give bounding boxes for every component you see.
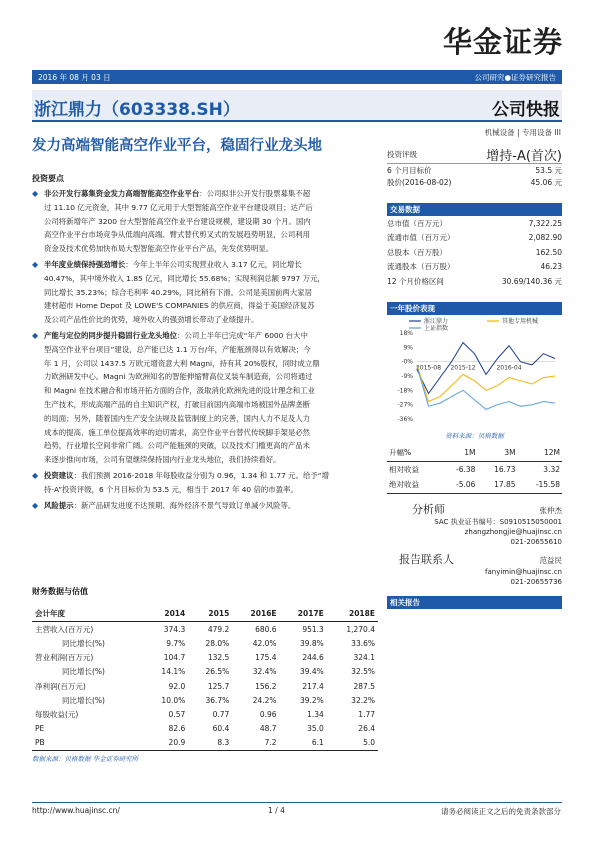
trading-value: 46.23 [540, 262, 562, 272]
fin-cell: 同比增长(%) [62, 638, 105, 648]
summary-section [32, 173, 378, 512]
bullet-line [44, 384, 378, 398]
fin-block [32, 586, 378, 763]
bullet-text: 公司将新增年产 3200 台大型智能高空作业平台建设规模，建设期 30 个月。国内 [44, 216, 311, 226]
bullet-item [32, 469, 378, 497]
bullet-line [44, 215, 378, 229]
fin-cell: 42.0% [252, 638, 277, 648]
fin-cell: 5.0 [327, 736, 378, 750]
trading-key: 流通股本（百万股） [387, 262, 455, 272]
trading-value: 7,322.25 [528, 218, 562, 228]
y-tick-label: -9% [401, 373, 413, 380]
rating-label: 投资评级 [387, 150, 417, 159]
analyst-phone: 021-20655610 [510, 538, 562, 546]
trading-value: 162.50 [535, 247, 562, 257]
fin-row [32, 650, 378, 664]
y-tick-label: 18% [399, 330, 413, 337]
stock-row [32, 90, 562, 122]
perf-cell: 3.32 [543, 464, 560, 474]
bullet-text: 及公司产品性价比的优势，境外收入的强劲增长带动了业绩提升。 [44, 315, 259, 325]
analyst-block [387, 501, 562, 587]
legend-label: 浙江鼎力 [424, 318, 449, 325]
fin-cell: 28.0% [205, 638, 230, 648]
bullet-text: 持-A”投资评级，6 个月目标价为 53.5 元，相当于 2017 年 40 倍的市盈率。 [44, 484, 298, 494]
bullet-line [44, 370, 378, 384]
bullet-title: 半年度业绩保持强劲增长 [44, 259, 126, 269]
bullet-text: 40.47%，其中境外收入 1.85 亿元，同比增长 55.68%；实现利润总额 9797 万元， [44, 273, 325, 283]
fin-cell: 35.0 [307, 724, 324, 734]
x-tick-label: 2015-12 [450, 364, 476, 372]
fin-cell: 1,270.4 [346, 624, 375, 634]
bullet-line [44, 412, 378, 426]
fin-cell: 104.7 [163, 652, 186, 662]
fin-source: 数据来源：贝格数据 华金证券研究所 [32, 754, 139, 763]
perf-cell: -15.58 [518, 477, 562, 493]
fin-row [32, 707, 378, 721]
bullet-text: 的局面；另外，随着国内生产安全法规及监管制度上的完善，国内人力不足及人力 [44, 413, 311, 423]
fin-row [32, 665, 378, 679]
contact-label: 报告联系人 [399, 553, 454, 566]
fin-cell: 7.2 [232, 736, 279, 750]
trading-rows [387, 216, 562, 289]
bullet-title: 非公开发行募集资金发力高端智能高空作业平台 [44, 189, 200, 198]
bullet-text: 型高空作业平台项目”建设，总产能已达 1.1 万台/年，产能瓶颈得以有效解决；今 [44, 344, 311, 354]
fin-header-cell: 2015 [188, 606, 232, 622]
legend-label: 上证指数 [424, 325, 449, 332]
y-tick-label: -36% [397, 416, 413, 423]
fin-header-cell: 2018E [327, 606, 378, 622]
fin-cell: 0.77 [212, 710, 230, 720]
headline: 发力高端智能高空作业平台，稳固行业龙头地 [32, 138, 322, 154]
bullet-line [44, 329, 378, 343]
bullet-line [44, 228, 378, 242]
fin-cell: PE [35, 724, 45, 734]
bullet-line [44, 201, 378, 215]
bullet-line [44, 398, 378, 412]
fin-cell: 175.4 [255, 652, 277, 662]
trading-title: 交易数据 [387, 203, 562, 216]
bullet-text: ：公司上半年已完成“年产 6000 台大中 [177, 330, 308, 340]
perf-cell: 17.85 [477, 477, 517, 493]
y-tick-label: -27% [397, 401, 413, 409]
trading-block [387, 203, 562, 289]
perf-table-block [387, 445, 562, 494]
analyst-email: zhangzhongjie@huajinsc.cn [464, 528, 562, 536]
trading-key: 总股本（百万股） [387, 247, 447, 257]
bullet-title: 风险提示 [44, 500, 74, 510]
fin-cell: 8.3 [188, 736, 232, 750]
trading-row [387, 231, 562, 246]
target-row [387, 164, 562, 176]
fin-row [32, 636, 378, 650]
fin-cell: 净利润(百万元) [35, 681, 86, 691]
analyst-name: 张仲杰 [539, 506, 562, 515]
bullet-line [44, 286, 378, 300]
perf-row [387, 477, 562, 493]
bullet-line [44, 469, 378, 483]
related-title: 相关报告 [387, 596, 562, 609]
fin-cell: 1.34 [307, 710, 324, 720]
bullet-text: 同比增长 35.23%；综合毛利率 40.29%，同比稍有下滑。公司是美国前两大家居 [44, 287, 312, 297]
bullet-diamond-icon: ◆ [32, 500, 39, 510]
fin-cell: 680.6 [255, 624, 277, 634]
legend-label: 其他专用机械 [502, 318, 539, 325]
fin-cell: 33.6% [351, 638, 375, 648]
analyst1-row [387, 501, 562, 517]
contact-name: 范益民 [539, 556, 562, 565]
bullet-item [32, 329, 378, 467]
bullet-item [32, 258, 378, 327]
fin-cell: 39.8% [299, 638, 324, 648]
perf-source: 资料来源：贝格数据 [445, 432, 504, 440]
bullet-text: 过 11.10 亿元资金，其中 9.77 亿元用于大型智能高空作业平台建设项目；达产后 [44, 202, 313, 212]
analyst-cert: SAC 执业证书编号：S0910515050001 [434, 518, 562, 526]
perf-cell: -6.38 [456, 464, 476, 474]
fin-cell: 32.4% [252, 667, 277, 677]
fin-header-cell: 2014 [144, 606, 188, 622]
perf-chart [387, 315, 562, 427]
bullet-text: 资金及技术优势加快布局大型智能高空作业平台产品，先发优势明显。 [44, 244, 274, 254]
fin-cell: 244.6 [302, 652, 324, 662]
analyst-label: 分析师 [412, 503, 445, 516]
fin-cell: 92.0 [168, 681, 186, 691]
contact-phone: 021-20655736 [510, 578, 562, 586]
perf-cell: -5.06 [441, 477, 478, 493]
y-tick-label: 9% [403, 344, 413, 352]
rating-value: 增持-A(首次) [486, 149, 562, 164]
brand-logo: 华金证券 [442, 25, 563, 59]
fin-header-cell: 2017E [280, 606, 327, 622]
fin-cell: 26.4 [358, 724, 375, 734]
bullet-diamond-icon: ◆ [32, 330, 39, 340]
fin-row [32, 693, 378, 707]
fin-cell: 6.1 [280, 736, 327, 750]
fin-cell: 9.7% [166, 638, 186, 648]
trading-key: 流通市值（百万元） [387, 233, 455, 243]
bullet-item [32, 499, 378, 513]
bullet-item [32, 187, 378, 256]
perf-cell: 相对收益 [389, 464, 419, 474]
report-date: 2016 年 08 月 03 日 [38, 73, 111, 82]
perf-header-cell: 1M [441, 445, 478, 461]
fin-cell: 82.6 [168, 724, 186, 734]
fin-cell: 60.4 [212, 724, 230, 734]
bullet-text: ：新产品研发进度不达预期、海外经济不景气导致订单减少风险等。 [73, 500, 296, 510]
fin-cell: 32.2% [351, 695, 375, 705]
bullet-line [44, 313, 378, 327]
fin-cell: 132.5 [207, 652, 230, 662]
rating-row [387, 146, 562, 164]
fin-header-cell: 会计年度 [32, 606, 144, 622]
fin-cell: 48.7 [259, 724, 277, 734]
fin-row [32, 722, 378, 736]
price-value: 45.06 元 [530, 177, 562, 187]
fin-cell: 39.2% [299, 695, 324, 705]
perf-cell: 绝对收益 [387, 477, 441, 493]
bullet-line [44, 439, 378, 453]
trading-row [387, 216, 562, 231]
fin-cell: 36.7% [205, 695, 230, 705]
fin-cell: 同比增长(%) [62, 667, 105, 677]
bullet-line [44, 357, 378, 371]
bullet-text: 建材超市 Home Depot 及 LOWE'S COMPANIES 的供应商，得益于美国经济复苏 [44, 301, 315, 311]
footer-url[interactable]: http://www.huajinsc.cn/ [32, 806, 120, 815]
fin-table [32, 606, 378, 751]
fin-row [32, 622, 378, 637]
top-bar [32, 70, 562, 84]
bullet-text: 高空作业平台市场竞争从低端向高端、臂式替代剪叉式的发展趋势明显，公司利用 [44, 230, 311, 240]
bullet-line [44, 299, 378, 313]
perf-title: 一年股价表现 [387, 302, 562, 315]
bullet-text: ：今年上半年公司实现营业收入 3.17 亿元，同比增长 [125, 259, 302, 269]
fin-cell: 10.0% [161, 695, 186, 705]
perf-block [387, 302, 562, 440]
trading-value: 30.69/140.36 元 [501, 276, 562, 286]
perf-header-cell: 3M [477, 445, 517, 461]
trading-key: 总市值（百万元） [387, 218, 447, 228]
y-tick-label: -0% [401, 358, 413, 366]
fin-cell: 同比增长(%) [62, 695, 105, 705]
x-tick-label: 2016-04 [496, 364, 522, 372]
fin-cell: 14.1% [161, 667, 186, 677]
bullet-text: 年 1 月，公司以 1437.5 万欧元增资意大利 Magni，持有其 20%股权，同时成立鼎 [44, 358, 320, 368]
rating-block [387, 146, 562, 188]
bullet-line [44, 258, 378, 272]
fin-cell: 1.77 [358, 710, 375, 720]
bullet-diamond-icon: ◆ [32, 189, 39, 198]
industry-label: 机械设备 | 专用设备 III [484, 128, 561, 137]
bullet-line [44, 453, 378, 467]
bullet-text: 趋势，行业增长空间非常广阔。公司产能瓶颈的突破，以及技术门槛更高的产品未 [44, 441, 311, 451]
perf-header-row [387, 445, 562, 461]
trading-value: 2,082.90 [528, 233, 562, 243]
trading-row [387, 245, 562, 260]
bullet-text: 生产技术，形成高端产品的自主知识产权，打破目前国内高端市场被国外品牌垄断 [44, 399, 311, 409]
trading-row [387, 274, 562, 289]
fin-row [32, 736, 378, 750]
fin-cell: 374.3 [163, 624, 186, 634]
series-line [417, 366, 555, 409]
bullet-title: 产能与定位的同步提升稳固行业龙头地位 [44, 330, 178, 340]
fin-title: 财务数据与估值 [32, 587, 88, 596]
fin-cell: 24.2% [252, 695, 277, 705]
fin-cell: 951.3 [302, 624, 324, 634]
bullet-line [44, 483, 378, 497]
fin-cell: 156.2 [255, 681, 277, 691]
contact-row [387, 551, 562, 567]
x-tick-label: 2015-08 [415, 364, 442, 372]
fin-cell: 0.96 [259, 710, 277, 720]
bullet-diamond-icon: ◆ [32, 259, 39, 269]
fin-cell: 32.5% [351, 667, 375, 677]
perf-cell: 16.73 [494, 464, 516, 474]
related-block [387, 596, 562, 609]
fin-row [32, 679, 378, 693]
fin-cell: 0.57 [168, 710, 186, 720]
bullet-line [44, 343, 378, 357]
bullet-line [44, 242, 378, 256]
fin-cell: 26.5% [205, 667, 230, 677]
price-label: 股价(2016-08-02) [387, 177, 452, 187]
footer-divider [32, 802, 562, 803]
contact-email: fanyimin@huajinsc.cn [485, 568, 562, 576]
bullet-text: 和 Magni 在技术融合和市场开拓方面的合作，汲取消化欧洲先进的设计理念和工业 [44, 386, 315, 396]
report-category: 公司研究●证券研究报告 [474, 73, 556, 82]
y-tick-label: -18% [397, 387, 413, 395]
perf-header-cell: 升幅% [387, 445, 441, 461]
perf-row [387, 461, 562, 477]
bullet-text: ：公司拟非公开发行股票募集不超 [199, 189, 311, 198]
bullet-text: 力欧洲研发中心。Magni 为欧洲知名的智能伸缩臂高位叉装车制造商，公司将通过 [44, 372, 313, 382]
fin-cell: 每股收益(元) [35, 710, 79, 720]
perf-header-cell: 12M [518, 445, 562, 461]
trading-row [387, 260, 562, 275]
price-row [387, 176, 562, 188]
bullet-title: 投资建议 [44, 470, 74, 480]
bullet-list [32, 187, 378, 512]
fin-cell: 20.9 [144, 736, 188, 750]
fin-cell: 营业利润(百万元) [35, 652, 94, 662]
trading-key: 12 个月价格区间 [387, 276, 444, 286]
bullet-line [44, 187, 378, 201]
fin-cell: 324.1 [353, 652, 375, 662]
fin-cell: 主营收入(百万元) [35, 624, 94, 634]
fin-cell: 39.4% [299, 667, 324, 677]
bullet-line [44, 426, 378, 440]
bullet-diamond-icon: ◆ [32, 470, 39, 480]
bullet-text: 来逐步推向市场，公司有望继续保持国内行业龙头地位，我们持续看好。 [44, 455, 281, 465]
disclaimer: 请务必阅读正文之后的免责条款部分 [441, 807, 561, 816]
report-type: 公司快报 [492, 100, 560, 120]
bullet-line [44, 499, 378, 513]
bullet-line [44, 272, 378, 286]
stock-name: 浙江鼎力（603338.SH） [34, 100, 240, 120]
perf-table [387, 445, 562, 494]
bullet-text: ：我们预测 2016-2018 年每股收益分别为 0.96，1.34 和 1.77 元。给予“增 [73, 470, 329, 480]
target-label: 6 个月目标价 [387, 165, 432, 175]
fin-header-row [32, 606, 378, 622]
section-title: 投资要点 [32, 174, 64, 183]
fin-header-cell: 2016E [232, 606, 279, 622]
page-number: 1 / 4 [268, 806, 285, 815]
fin-cell: 125.7 [207, 681, 230, 691]
target-value: 53.5 元 [535, 165, 562, 175]
fin-cell: PB [32, 736, 144, 750]
bullet-text: 成本的提高、施工单位提高效率的迫切需求，高空作业平台替代传统脚手架是必然 [44, 427, 311, 437]
fin-cell: 287.5 [353, 681, 375, 691]
fin-cell: 217.4 [302, 681, 324, 691]
fin-cell: 479.2 [207, 624, 230, 634]
